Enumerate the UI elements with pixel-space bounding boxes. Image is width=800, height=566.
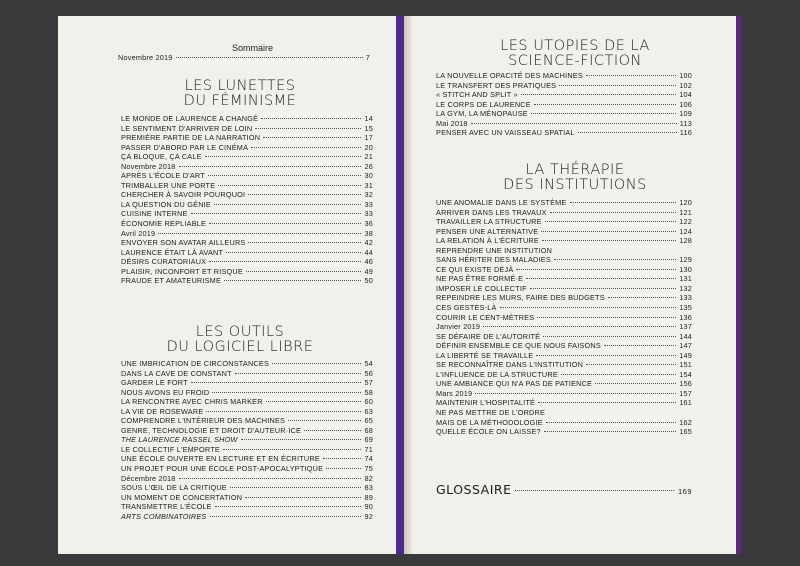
dot-leader bbox=[534, 104, 676, 105]
section-title-line: DU LOGICIEL LIBRE bbox=[166, 339, 314, 355]
dot-leader bbox=[554, 259, 676, 260]
toc-entry bbox=[121, 229, 373, 239]
toc-entry-title: TRAVAILLER LA STRUCTURE bbox=[436, 217, 542, 227]
toc-entry-title: GENRE, TECHNOLOGIE ET DROIT D'AUTEUR·ICE bbox=[121, 425, 302, 435]
toc-list-utopies bbox=[436, 71, 692, 138]
intro-list bbox=[118, 53, 370, 63]
toc-entry bbox=[121, 407, 373, 417]
toc-entry bbox=[121, 502, 373, 512]
dot-leader bbox=[546, 422, 676, 423]
toc-entry bbox=[121, 257, 373, 267]
toc-entry bbox=[436, 265, 692, 275]
toc-entry bbox=[121, 416, 373, 426]
dot-leader bbox=[235, 373, 362, 374]
toc-entry-page: 20 bbox=[364, 142, 373, 152]
glossary-entry bbox=[436, 482, 692, 497]
dot-leader bbox=[158, 233, 361, 234]
toc-entry-title: Mai 2018 bbox=[436, 118, 468, 128]
toc-entry-page: 151 bbox=[679, 360, 692, 370]
toc-entry-title: « STITCH AND SPLIT » bbox=[436, 90, 518, 100]
toc-list-lunettes bbox=[121, 114, 373, 286]
toc-entry-title: COURIR LE CENT-MÈTRES bbox=[436, 312, 535, 322]
toc-entry-title: FRAUDE ET AMATEURISME bbox=[121, 276, 222, 286]
section-title-line: DU FÉMINISME bbox=[183, 93, 297, 109]
toc-entry-page: 120 bbox=[679, 198, 692, 207]
toc-entry-title: COMPRENDRE L'INTÉRIEUR DES MACHINES bbox=[121, 416, 286, 426]
toc-entry bbox=[436, 100, 692, 110]
toc-entry-title: Décembre 2018 bbox=[121, 473, 176, 483]
toc-entry bbox=[121, 143, 373, 153]
dot-leader bbox=[215, 506, 362, 507]
toc-entry bbox=[436, 246, 692, 256]
toc-entry-page: 149 bbox=[679, 350, 692, 360]
toc-entry bbox=[436, 236, 692, 246]
toc-entry-title: TRIMBALLER UNE PORTE bbox=[121, 180, 216, 190]
toc-entry-title: ARTS COMBINATOIRES bbox=[121, 511, 207, 521]
toc-entry-page: 33 bbox=[364, 199, 373, 209]
toc-entry bbox=[436, 360, 692, 370]
toc-entry bbox=[436, 217, 692, 227]
dot-leader bbox=[483, 326, 676, 327]
dot-leader bbox=[223, 449, 362, 450]
toc-entry-page: 89 bbox=[364, 492, 373, 502]
toc-entry-page: 100 bbox=[679, 71, 692, 80]
toc-entry-page: 31 bbox=[364, 180, 373, 190]
toc-entry-title: Avril 2019 bbox=[121, 228, 156, 238]
toc-entry-page: 128 bbox=[679, 236, 692, 246]
toc-entry bbox=[436, 208, 692, 218]
toc-entry-page: 104 bbox=[679, 90, 692, 100]
toc-entry-page: 49 bbox=[364, 266, 373, 276]
toc-entry-page: 82 bbox=[364, 473, 373, 483]
toc-entry-page: 68 bbox=[364, 425, 373, 435]
toc-entry-page: 74 bbox=[364, 454, 373, 464]
toc-entry bbox=[121, 152, 373, 162]
toc-entry-title: LE TRANSFERT DES PRATIQUES bbox=[436, 80, 557, 90]
toc-entry-page: 106 bbox=[679, 99, 692, 109]
dot-leader bbox=[179, 166, 362, 167]
dot-leader bbox=[536, 355, 676, 356]
toc-entry-page: 102 bbox=[679, 80, 692, 90]
toc-entry-title: PREMIÈRE PARTIE DE LA NARRATION bbox=[121, 133, 261, 143]
toc-entry-page: 122 bbox=[679, 217, 692, 227]
toc-entry bbox=[121, 512, 373, 522]
dot-leader bbox=[550, 212, 677, 213]
toc-entry bbox=[118, 53, 370, 63]
dot-leader bbox=[210, 516, 362, 517]
toc-entry bbox=[121, 454, 373, 464]
toc-entry bbox=[436, 427, 692, 437]
toc-entry-page: 129 bbox=[679, 255, 692, 265]
toc-entry-page: 130 bbox=[679, 264, 692, 274]
toc-entry-page: 15 bbox=[364, 123, 373, 133]
dot-leader bbox=[570, 202, 677, 203]
toc-entry bbox=[121, 378, 373, 388]
toc-entry bbox=[121, 369, 373, 379]
toc-entry-page: 42 bbox=[364, 238, 373, 248]
dot-leader bbox=[531, 113, 676, 114]
toc-entry-title: CHERCHER À SAVOIR POURQUOI bbox=[121, 190, 246, 200]
toc-entry bbox=[436, 303, 692, 313]
toc-entry bbox=[121, 359, 373, 369]
toc-entry-page: 54 bbox=[364, 359, 373, 368]
toc-entry-title: SOUS L'ŒIL DE LA CRITIQUE bbox=[121, 483, 227, 493]
toc-entry bbox=[436, 398, 692, 408]
toc-entry-page: 50 bbox=[364, 276, 373, 286]
toc-entry-title: LE SENTIMENT D'ARRIVER DE LOIN bbox=[121, 123, 253, 133]
toc-entry bbox=[436, 332, 692, 342]
dot-leader bbox=[475, 393, 676, 394]
toc-entry-page: 135 bbox=[679, 303, 692, 313]
toc-entry-page: 46 bbox=[364, 257, 373, 267]
toc-entry-title: SE DÉFAIRE DE L'AUTORITÉ bbox=[436, 331, 541, 341]
toc-entry-title: APRÈS L'ÉCOLE D'ART bbox=[121, 171, 205, 181]
toc-list-therapie bbox=[436, 198, 692, 437]
dot-leader bbox=[261, 118, 361, 119]
toc-entry-title: LA NOUVELLE OPACITÉ DES MACHINES bbox=[436, 71, 583, 80]
dot-leader bbox=[241, 439, 362, 440]
dot-leader bbox=[530, 288, 676, 289]
toc-entry-title: UN MOMENT DE CONCERTATION bbox=[121, 492, 243, 502]
toc-entry-title: DANS LA CAVE DE CONSTANT bbox=[121, 368, 232, 378]
toc-entry-page: 44 bbox=[364, 247, 373, 257]
toc-entry-title: NE PAS METTRE DE L'ORDRE bbox=[436, 408, 546, 418]
toc-entry-page: 154 bbox=[679, 369, 692, 379]
toc-entry bbox=[121, 445, 373, 455]
toc-entry-page: 17 bbox=[364, 133, 373, 143]
toc-entry bbox=[121, 267, 373, 277]
toc-entry-page: 121 bbox=[679, 207, 692, 217]
dot-leader bbox=[245, 497, 361, 498]
dot-leader bbox=[224, 280, 361, 281]
toc-entry bbox=[121, 276, 373, 286]
toc-entry bbox=[436, 418, 692, 428]
toc-entry bbox=[436, 81, 692, 91]
dot-leader bbox=[608, 297, 676, 298]
toc-entry-page: 75 bbox=[364, 464, 373, 474]
section-title-utopies bbox=[470, 39, 680, 69]
dot-leader bbox=[209, 223, 361, 224]
toc-entry-page: 57 bbox=[364, 378, 373, 388]
toc-entry-page: 65 bbox=[364, 416, 373, 426]
toc-entry bbox=[121, 483, 373, 493]
toc-entry-page: 92 bbox=[364, 511, 373, 521]
toc-entry bbox=[121, 238, 373, 248]
dot-leader bbox=[208, 175, 362, 176]
toc-entry bbox=[121, 181, 373, 191]
toc-entry-title: LE COLLECTIF L'EMPORTE bbox=[121, 444, 220, 454]
toc-entry bbox=[121, 162, 373, 172]
toc-entry bbox=[436, 313, 692, 323]
toc-entry-title: ENVOYER SON AVATAR AILLEURS bbox=[121, 238, 246, 248]
dot-leader bbox=[538, 402, 676, 403]
dot-leader bbox=[205, 156, 362, 157]
toc-entry-title: LA RENCONTRE AVEC CHRIS MARKER bbox=[121, 397, 263, 407]
toc-entry bbox=[121, 209, 373, 219]
section-title-lunettes bbox=[140, 79, 340, 109]
toc-entry bbox=[121, 171, 373, 181]
toc-entry bbox=[436, 379, 692, 389]
dot-leader bbox=[578, 132, 677, 133]
toc-entry-title: UNE IMBRICATION DE CIRCONSTANCES bbox=[121, 359, 270, 368]
toc-entry-title: SANS HÉRITER DES MALADIES bbox=[436, 255, 551, 265]
toc-entry bbox=[436, 119, 692, 129]
toc-entry-title: DÉFINIR ENSEMBLE CE QUE NOUS FAISONS bbox=[436, 341, 601, 351]
toc-entry-page: 26 bbox=[364, 161, 373, 171]
toc-entry-title: REPRENDRE UNE INSTITUTION bbox=[436, 245, 553, 255]
toc-entry-title: SE RECONNAÎTRE DANS L'INSTITUTION bbox=[436, 360, 584, 370]
toc-entry bbox=[436, 389, 692, 399]
dot-leader bbox=[209, 261, 361, 262]
toc-entry-page: 133 bbox=[679, 293, 692, 303]
dot-leader bbox=[176, 57, 363, 58]
toc-entry bbox=[121, 474, 373, 484]
toc-entry-page: 83 bbox=[364, 483, 373, 493]
toc-entry bbox=[121, 190, 373, 200]
dot-leader bbox=[586, 75, 676, 76]
toc-entry-title: LA VIE DE ROSEWARE bbox=[121, 406, 204, 416]
dot-leader bbox=[500, 307, 677, 308]
toc-entry bbox=[121, 219, 373, 229]
dot-leader bbox=[545, 221, 677, 222]
toc-entry-title: PASSER D'ABORD PAR LE CINÉMA bbox=[121, 142, 249, 152]
toc-entry-title: UNE ANOMALIE DANS LE SYSTÈME bbox=[436, 198, 567, 207]
toc-entry-title: CUISINE INTERNE bbox=[121, 209, 188, 219]
dot-leader bbox=[526, 278, 676, 279]
sommaire-heading: Sommaire bbox=[232, 43, 274, 53]
toc-entry bbox=[436, 370, 692, 380]
toc-entry bbox=[436, 90, 692, 100]
toc-entry-title: UNE ÉCOLE OUVERTE EN LECTURE ET EN ÉCRITURE bbox=[121, 454, 320, 464]
dot-leader bbox=[542, 240, 676, 241]
toc-entry-title: LA RELATION À L'ÉCRITURE bbox=[436, 236, 539, 246]
toc-entry-title: TRANSMETTRE L'ÉCOLE bbox=[121, 502, 212, 512]
dot-leader bbox=[586, 364, 676, 365]
dot-leader bbox=[471, 123, 677, 124]
toc-entry bbox=[121, 464, 373, 474]
toc-entry-page: 162 bbox=[679, 417, 692, 427]
toc-entry-title: UN PROJET POUR UNE ÉCOLE POST-APOCALYPTIQUE bbox=[121, 464, 324, 474]
toc-entry-title: ARRIVER DANS LES TRAVAUX bbox=[436, 207, 547, 217]
section-title-outils bbox=[140, 325, 340, 355]
toc-entry-page: 132 bbox=[679, 283, 692, 293]
toc-entry-page: 165 bbox=[679, 427, 692, 437]
toc-entry bbox=[121, 397, 373, 407]
glossary-title: GLOSSAIRE bbox=[436, 482, 512, 497]
toc-entry bbox=[121, 426, 373, 436]
toc-entry-title: THE LAURENCE RASSEL SHOW bbox=[121, 435, 238, 445]
toc-entry-title: LA LIBERTÉ SE TRAVAILLE bbox=[436, 350, 534, 360]
dot-leader bbox=[604, 345, 676, 346]
toc-entry-page: 124 bbox=[679, 226, 692, 236]
section-title-line: LA THÉRAPIE bbox=[525, 162, 625, 178]
dot-leader bbox=[521, 94, 676, 95]
toc-entry-page: 109 bbox=[679, 109, 692, 119]
toc-entry-title: CE QUI EXISTE DÉJÀ bbox=[436, 264, 514, 274]
toc-entry bbox=[121, 435, 373, 445]
toc-entry-title: LE CORPS DE LAURENCE bbox=[436, 99, 531, 109]
dot-leader bbox=[543, 336, 676, 337]
toc-entry bbox=[121, 133, 373, 143]
book-gutter bbox=[404, 16, 412, 554]
toc-entry bbox=[436, 274, 692, 284]
section-title-line: SCIENCE-FICTION bbox=[508, 53, 642, 69]
dot-leader bbox=[230, 487, 362, 488]
dot-leader bbox=[248, 242, 361, 243]
dot-leader bbox=[541, 231, 676, 232]
toc-entry bbox=[436, 293, 692, 303]
toc-entry-page: 116 bbox=[679, 128, 692, 138]
toc-entry-title: ÉCONOMIE REPLIABLE bbox=[121, 219, 207, 229]
toc-entry bbox=[121, 493, 373, 503]
toc-entry-title: NE PAS ÊTRE FORMÉ·E bbox=[436, 274, 524, 284]
dot-leader bbox=[561, 374, 676, 375]
section-title-line: DES INSTITUTIONS bbox=[503, 177, 647, 193]
toc-entry-page: 156 bbox=[679, 379, 692, 389]
toc-entry-page: 58 bbox=[364, 387, 373, 397]
toc-entry bbox=[121, 388, 373, 398]
dot-leader bbox=[516, 269, 676, 270]
toc-entry-page: 63 bbox=[364, 406, 373, 416]
toc-entry-title: CES GESTES-LÀ bbox=[436, 303, 497, 313]
section-title-line: LES LUNETTES bbox=[184, 78, 296, 94]
toc-entry-page: 56 bbox=[364, 368, 373, 378]
toc-entry-page: 21 bbox=[364, 152, 373, 162]
toc-entry-page: 157 bbox=[679, 388, 692, 398]
section-title-line: LES OUTILS bbox=[195, 324, 285, 340]
toc-entry-page: 147 bbox=[679, 341, 692, 351]
dot-leader bbox=[544, 431, 676, 432]
section-title-therapie bbox=[470, 163, 680, 193]
toc-entry bbox=[436, 109, 692, 119]
toc-entry bbox=[436, 198, 692, 208]
toc-entry bbox=[121, 200, 373, 210]
dot-leader bbox=[226, 252, 361, 253]
toc-entry-title: GARDER LE FORT bbox=[121, 378, 188, 388]
toc-entry-page: 7 bbox=[365, 53, 370, 62]
dot-leader bbox=[263, 137, 361, 138]
toc-entry-page: 14 bbox=[364, 114, 373, 123]
dot-leader bbox=[304, 430, 361, 431]
section-title-line: LES UTOPIES DE LA bbox=[500, 38, 650, 54]
toc-entry-title: QUELLE ÉCOLE ON LAISSE? bbox=[436, 427, 541, 437]
dot-leader bbox=[288, 420, 361, 421]
toc-entry-title: LA GYM, LA MÉNOPAUSE bbox=[436, 109, 528, 119]
toc-entry-title: NOUS AVONS EU FROID bbox=[121, 387, 210, 397]
toc-entry-page: 90 bbox=[364, 502, 373, 512]
toc-entry-title: Novembre 2018 bbox=[121, 161, 176, 171]
toc-entry-title: PENSER AVEC UN VAISSEAU SPATIAL bbox=[436, 128, 575, 138]
glossary-page: 169 bbox=[677, 487, 692, 496]
toc-entry bbox=[436, 341, 692, 351]
toc-entry-page: 161 bbox=[679, 398, 692, 408]
toc-entry-title: UNE AMBIANCE QUI N'A PAS DE PATIENCE bbox=[436, 379, 593, 389]
toc-entry-title: ÇA BLOQUE, ÇA CALE bbox=[121, 152, 202, 162]
dot-leader bbox=[515, 490, 674, 491]
toc-entry-page: 144 bbox=[679, 331, 692, 341]
toc-entry bbox=[436, 322, 692, 332]
toc-entry-page: 113 bbox=[679, 118, 692, 128]
toc-entry bbox=[436, 255, 692, 265]
dot-leader bbox=[246, 271, 362, 272]
dot-leader bbox=[537, 317, 676, 318]
toc-entry-page: 32 bbox=[364, 190, 373, 200]
dot-leader bbox=[248, 194, 361, 195]
dot-leader bbox=[255, 128, 361, 129]
toc-entry bbox=[436, 408, 692, 418]
dot-leader bbox=[595, 383, 676, 384]
toc-entry-title: MAINTENIR L'HOSPITALITÉ bbox=[436, 398, 536, 408]
toc-entry-page: 136 bbox=[679, 312, 692, 322]
toc-entry-page: 38 bbox=[364, 228, 373, 238]
toc-entry bbox=[121, 248, 373, 258]
toc-entry-page: 36 bbox=[364, 219, 373, 229]
dot-leader bbox=[214, 204, 362, 205]
dot-leader bbox=[326, 468, 361, 469]
toc-entry-title: L'INFLUENCE DE LA STRUCTURE bbox=[436, 369, 558, 379]
toc-entry-title: Novembre 2019 bbox=[118, 53, 173, 62]
toc-entry bbox=[436, 128, 692, 138]
toc-entry-page: 131 bbox=[679, 274, 692, 284]
toc-entry bbox=[436, 284, 692, 294]
toc-entry-title: PLAISIR, INCONFORT ET RISQUE bbox=[121, 266, 243, 276]
dot-leader bbox=[191, 213, 362, 214]
dot-leader bbox=[272, 363, 361, 364]
toc-entry-page: 69 bbox=[364, 435, 373, 445]
dot-leader bbox=[218, 185, 361, 186]
toc-entry-page: 60 bbox=[364, 397, 373, 407]
toc-entry-title: LA QUESTION DU GÉNIE bbox=[121, 199, 211, 209]
toc-entry bbox=[121, 114, 373, 124]
toc-entry bbox=[436, 227, 692, 237]
toc-entry-title: IMPOSER LE COLLECTIF bbox=[436, 283, 527, 293]
toc-entry-page: 33 bbox=[364, 209, 373, 219]
toc-entry-page: 30 bbox=[364, 171, 373, 181]
dot-leader bbox=[212, 392, 361, 393]
dot-leader bbox=[206, 411, 361, 412]
toc-entry-page: 71 bbox=[364, 444, 373, 454]
toc-entry-title: PENSER UNE ALTERNATIVE bbox=[436, 226, 539, 236]
toc-entry-title: REPEINDRE LES MURS, FAIRE DES BUDGETS bbox=[436, 293, 605, 303]
toc-entry-title: LE MONDE DE LAURENCE A CHANGÉ bbox=[121, 114, 259, 123]
toc-entry bbox=[436, 351, 692, 361]
dot-leader bbox=[191, 382, 362, 383]
dot-leader bbox=[179, 478, 362, 479]
dot-leader bbox=[251, 147, 361, 148]
dot-leader bbox=[266, 401, 362, 402]
dot-leader bbox=[559, 85, 676, 86]
toc-entry-title: LAURENCE ÉTAIT LÀ AVANT bbox=[121, 247, 224, 257]
toc-entry-title: Janvier 2019 bbox=[436, 322, 481, 332]
toc-entry-title: DÉSIRS CURATORIAUX bbox=[121, 257, 207, 267]
toc-list-outils bbox=[121, 359, 373, 521]
toc-entry-title: Mars 2019 bbox=[436, 388, 473, 398]
toc-entry-page: 137 bbox=[679, 322, 692, 332]
toc-entry-title: MAIS DE LA MÉTHODOLOGIE bbox=[436, 417, 543, 427]
toc-entry bbox=[436, 71, 692, 81]
dot-leader bbox=[323, 458, 362, 459]
toc-entry bbox=[121, 124, 373, 134]
